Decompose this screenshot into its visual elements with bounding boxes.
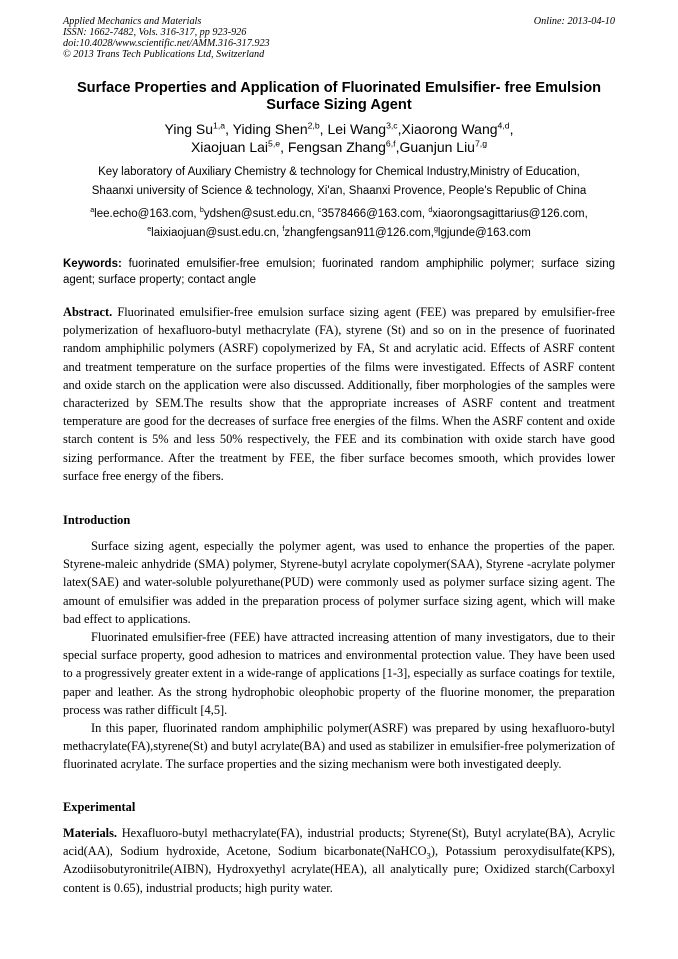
paragraph: In this paper, fluorinated random amphiphilic polymer(ASRF) was prepared by using hexafluoro-butyl methacrylate(FA),styrene(St) and butyl acrylate(BA) and used as stabilizer in emulsifier-free polymerization of fluorinated acrylate. The surface properties and the sizing mechanism were both investigated deeply. [63,721,615,772]
materials-text: ), Potassium peroxydisulfate(KPS), Azodiisobutyronitrile(AIBN), Hydroxyethyl acrylate(HEA), all analytically pure; Oxidized starch(Carboxyl content is 0.65), industrial products; high purity water. [63,844,615,895]
author-name: Fengsan Zhang [287,139,386,155]
paragraph: Fluorinated emulsifier-free (FEE) have attracted increasing attention of many investigators, due to their special surface property, good adhesion to matrices and environmental protection value. They have been used to a progressively greater extent in a wide-range of applications [1-3], especially as surface coatings for textile, paper and leather. As the strong hydrophobic oleophobic property of the fluorine monomer, the preparation process was rather difficult [4,5]. [63,630,615,717]
abstract-text: Fluorinated emulsifier-free emulsion surface sizing agent (FEE) was prepared by emulsifier-free polymerization of hexafluoro-butyl methacrylate (FA), styrene (St) and so on in the presence of fuorinated random amphiphilic polymers (ASRF) copolymerized by FA, St and acrylatic acid. Effects of ASRF content and treatment temperature on the surface properties of the films were investigated. Effects of ASRF content and oxide starch on the application were also discussed. Additionally, fiber morphologies of the samples were characterized by SEM.The results show that the appropriate increases of ASRF content and treatment temperature are good for the decreases of surface free energies of the films. When the ASRF content and oxide starch content is 5% and less 50% respectively, the FEE and its combination with oxide starch have good sizing performance. After the treatment by FEE, the fiber surface becomes smooth, which provides lower surface free energy of the fibers. [63,305,615,483]
author-affiliation-mark: 2,b [307,120,320,131]
keywords-label: Keywords: [63,258,122,270]
email-mark: b [199,206,204,215]
journal-name: Applied Mechanics and Materials [63,16,202,27]
email-mark: e [147,225,152,234]
abstract [63,303,615,485]
keywords [63,256,615,288]
experimental-heading: Experimental [63,800,136,814]
email-link[interactable]: ydshen@sust.edu.cn, [203,208,315,220]
email-mark: c [317,206,322,215]
author-name: Guanjun Liu [399,139,475,155]
email-mark: g [433,225,438,234]
author-name: Lei Wang [327,121,387,137]
author-affiliation-mark: 7,g [474,138,488,149]
email-link[interactable]: xiaorongsagittarius@126.com, [432,208,588,220]
online-date: Online: 2013-04-10 [533,16,615,27]
email-link[interactable]: laixiaojuan@sust.edu.cn, [151,227,280,239]
author-affiliation-mark: 5,e [268,138,281,149]
email-line [63,224,615,243]
keywords-text: fuorinated emulsifier-free emulsion; fuorinated random amphiphilic polymer; surface sizing agent; surface property; contact angle [63,258,615,286]
introduction-body [63,537,615,774]
paper-title: Surface Properties and Application of Fluorinated Emulsifier- free Emulsion Surface Sizing Agent [76,80,602,113]
email-link[interactable]: zhangfengsan911@126.com, [284,227,434,239]
affiliation-line: Key laboratory of Auxiliary Chemistry & technology for Chemical Industry,Ministry of Education, [98,166,580,178]
author-name: Xiaorong Wang [401,121,498,137]
materials-paragraph [63,824,615,897]
email-mark: d [428,206,433,215]
journal-copyright: © 2013 Trans Tech Publications Ltd, Switzerland [63,49,265,60]
journal-header [63,16,615,60]
email-line [63,205,615,224]
author-affiliation-mark: 3,c [386,120,398,131]
email-link[interactable]: 3578466@163.com, [321,208,426,220]
journal-issn: ISSN: 1662-7482, Vols. 316-317, pp 923-926 [63,27,247,38]
email-link[interactable]: lee.echo@163.com, [94,208,197,220]
journal-doi: doi:10.4028/www.scientific.net/AMM.316-317.923 [63,38,270,49]
email-link[interactable]: lgjunde@163.com [437,227,531,239]
subscript: 3 [426,850,431,861]
author-list: Ying Su$^{1,a}$, Yiding Shen$^{2,b}$, Lei Wang$^{3,c}$,Xiaorong Wang$^{4,d}$, Xiaojuan Lai$^{5,e}$, Fengsan Zhang$^{6,f}$,Guanjun Liu$^{7,g}$ [164,120,514,155]
materials-label: Materials. [63,826,118,840]
author-name: Yiding Shen [232,121,308,137]
email-mark: f [282,225,285,234]
email-mark: a [90,206,95,215]
affiliation [63,163,615,201]
introduction-heading: Introduction [63,513,131,527]
author-affiliation-mark: 4,d [497,120,510,131]
abstract-label: Abstract. [63,305,113,319]
author-name: Xiaojuan Lai [190,139,268,155]
email-list [63,205,615,243]
author-affiliation-mark: 6,f [385,138,396,149]
author-affiliation-mark: 1,a [213,120,226,131]
materials-text: Hexafluoro-butyl methacrylate(FA), industrial products; Styrene(St), Butyl acrylate(BA), Acrylic acid(AA), Sodium hydroxide, Acetone, Sodium bicarbonate(NaHCO [63,826,615,859]
paragraph: Surface sizing agent, especially the polymer agent, was used to enhance the properties of the paper. Styrene-maleic anhydride (SMA) polymer, Styrene-butyl acrylate copolymer(SAA), Styrene -acrylate polymer latex(SAE) and water-soluble polyurethane(PUD) were commonly used as polymer surface sizing agent. The amount of emulsifier was added in the preparation process of polymer surface sizing agent, which will make bad effect to applications. [63,539,615,626]
author-name: Ying Su [164,121,214,137]
affiliation-line: Shaanxi university of Science & technology, Xi'an, Shaanxi Provence, People's Republic of China [91,185,587,197]
